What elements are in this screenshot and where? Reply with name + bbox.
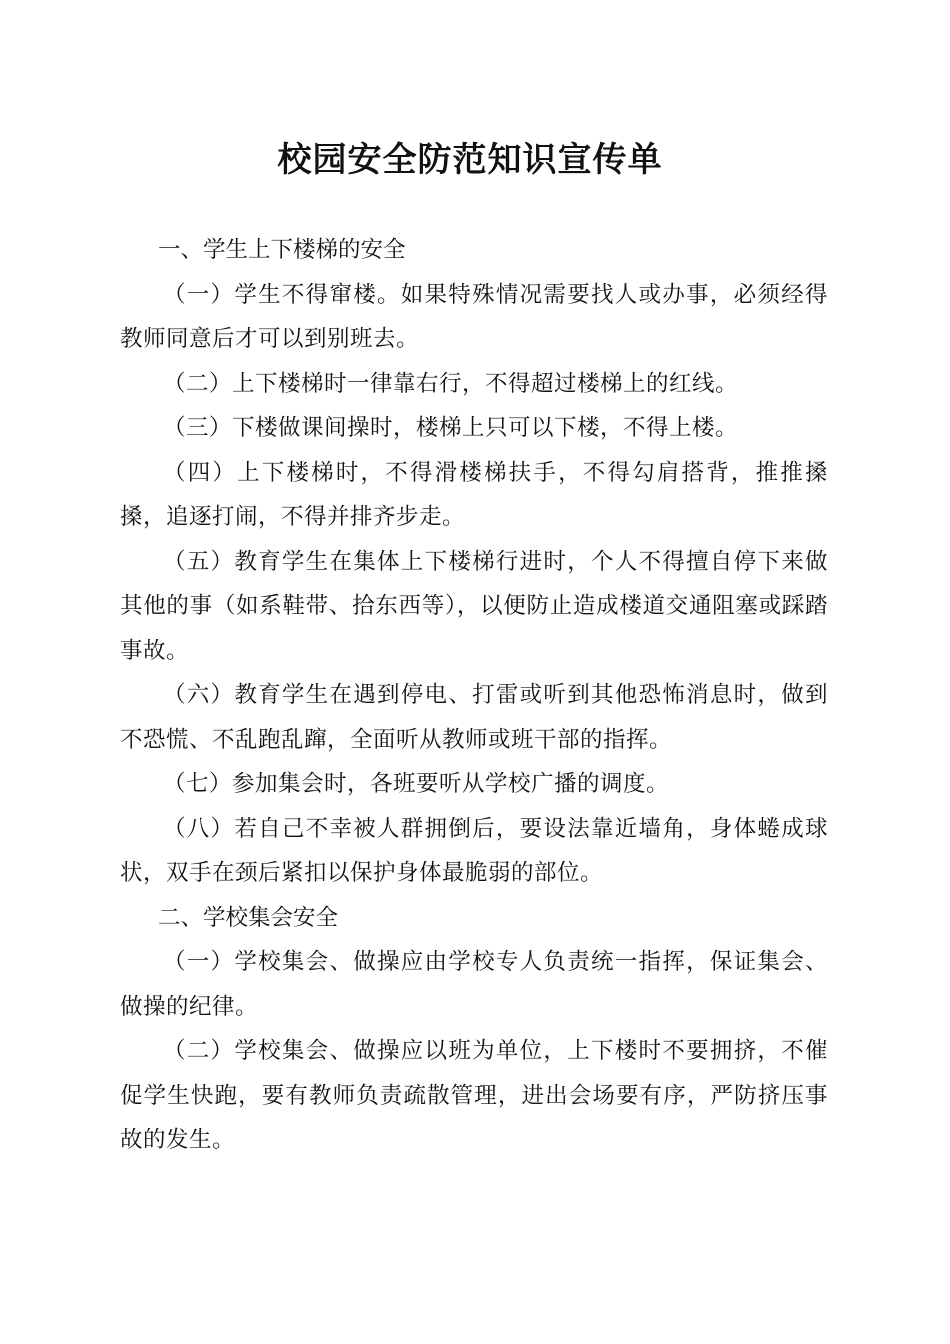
paragraph: （八）若自己不幸被人群拥倒后，要设法靠近墙角，身体蜷成球状，双手在颈后紧扣以保护身体最脆弱的部位。: [120, 815, 828, 886]
paragraph: （三）下楼做课间操时，楼梯上只可以下楼，不得上楼。: [163, 415, 739, 441]
document-body: [120, 228, 828, 1163]
paragraph: （四）上下楼梯时，不得滑楼梯扶手，不得勾肩搭背，推推搡搡，追逐打闹，不得并排齐步走。: [120, 459, 828, 530]
document-title: 校园安全防范知识宣传单: [277, 140, 663, 180]
paragraph: （七）参加集会时，各班要听从学校广播的调度。: [163, 771, 670, 797]
paragraph: （六）教育学生在遇到停电、打雷或听到其他恐怖消息时，做到不恐慌、不乱跑乱蹿，全面听从教师或班干部的指挥。: [120, 682, 828, 753]
paragraph: （二）学校集会、做操应以班为单位，上下楼时不要拥挤，不催促学生快跑，要有教师负责疏散管理，进出会场要有序，严防挤压事故的发生。: [120, 1038, 828, 1153]
section-heading-stairs: 一、学生上下楼梯的安全: [158, 237, 406, 263]
paragraph: （二）上下楼梯时一律靠右行，不得超过楼梯上的红线。: [163, 370, 739, 397]
section-heading-assembly: 二、学校集会安全: [158, 904, 339, 931]
paragraph: （一）学校集会、做操应由学校专人负责统一指挥，保证集会、做操的纪律。: [120, 949, 828, 1020]
paragraph: （五）教育学生在集体上下楼梯行进时，个人不得擅自停下来做其他的事（如系鞋带、拾东西等），以便防止造成楼道交通阻塞或踩踏事故。: [120, 548, 828, 664]
paragraph: （一）学生不得窜楼。如果特殊情况需要找人或办事，必须经得教师同意后才可以到别班去。: [120, 281, 828, 352]
